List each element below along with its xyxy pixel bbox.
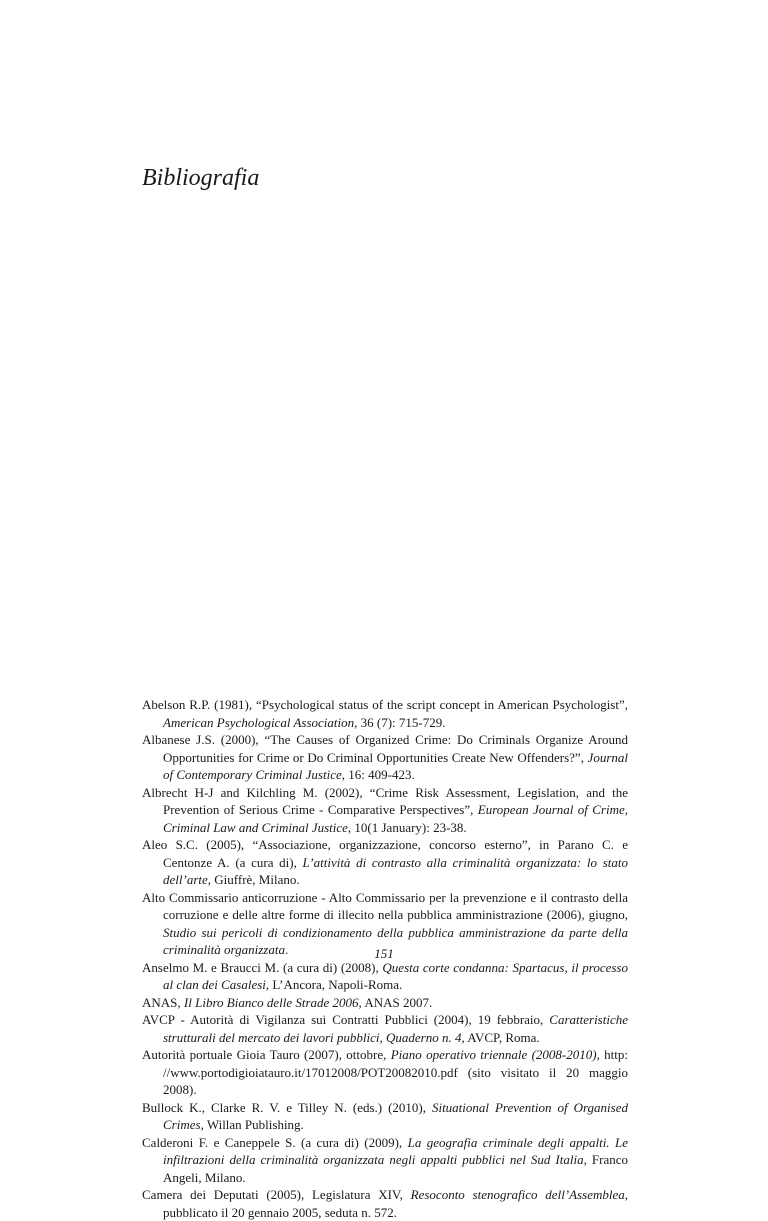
entry-text: Anselmo M. e Braucci M. (a cura di) (2008),: [142, 959, 383, 975]
entry-text: .: [284, 942, 289, 957]
entry-italic-title: Piano operativo triennale (2008-2010): [390, 1047, 597, 1062]
chapter-title: Bibliografia: [142, 165, 260, 191]
entry-text: Albrecht H-J and Kilchling M. (2002), “Crime Risk Assessment, Legislation, and the Prevention of Serious Crime - Comparative Perspectives”,: [142, 784, 628, 817]
entry-italic-title: La geografia criminale degli appalti. Le infiltrazioni della criminalità organizzata negli appalti pubblici nel Sud Italia,: [163, 1134, 628, 1167]
bibliography-entry: [142, 1046, 628, 1099]
bibliography-entry: [142, 696, 628, 731]
entry-text: , 36 (7): 715-729.: [354, 714, 446, 730]
entry-text: 10(1 January): 23-38.: [351, 819, 467, 835]
bibliography-entry: [142, 1134, 628, 1187]
entry-text: Autorità portuale Gioia Tauro (2007), ottobre,: [142, 1047, 391, 1062]
entry-italic-title: Studio sui pericoli di condizionamento della pubblica amministrazione da parte della criminalità organizzata: [163, 924, 628, 957]
bibliography-entry: [142, 1011, 628, 1046]
entry-text: AVCP, Roma.: [464, 1029, 540, 1045]
page-number: 151: [374, 946, 394, 961]
entry-text: Camera dei Deputati (2005), Legislatura XIV,: [142, 1187, 411, 1202]
entry-text: , 16: 409-423.: [341, 767, 415, 782]
bibliography-entry: [142, 1099, 628, 1134]
entry-text: L’Ancora, Napoli-Roma.: [269, 977, 403, 992]
bibliography-entry: [142, 784, 628, 837]
entry-italic-title: Resoconto stenografico dell’Assemblea: [410, 1187, 625, 1202]
entry-text: Calderoni F. e Caneppele S. (a cura di) (2009),: [142, 1134, 408, 1150]
entry-text: , Willan Publishing.: [200, 1117, 304, 1132]
entry-text: , Giuffrè, Milano.: [207, 872, 300, 887]
entry-italic-title: Il Libro Bianco delle Strade 2006: [183, 994, 359, 1010]
entry-italic-title: Questa corte condanna: Spartacus, il processo al clan dei Casalesi,: [163, 959, 628, 992]
entry-italic-title: Situational Prevention of Organised Crimes: [163, 1099, 628, 1132]
entry-italic-title: Journal of Contemporary Criminal Justice: [163, 749, 628, 782]
bibliography-entry: [142, 994, 628, 1012]
entry-text: Alto Commissario anticorruzione - Alto Commissario per la prevenzione e il contrasto della corruzione e delle altre forme di illecito nella pubblica amministrazione (2006), giugno,: [142, 889, 628, 922]
entry-text: Aleo S.C. (2005), “Associazione, organizzazione, concorso esterno”, in Parano C. e Centonze A. (a cura di),: [142, 837, 628, 870]
entry-text: Abelson R.P. (1981), “Psychological status of the script concept in American Psychologist”,: [142, 697, 628, 712]
bibliography-entry: [142, 836, 628, 889]
bibliography-entry: [142, 731, 628, 784]
bibliography-entry: [142, 959, 628, 994]
entry-text: AVCP - Autorità di Vigilanza sui Contratti Pubblici (2004), 19 febbraio,: [142, 1012, 550, 1027]
entry-text: , ANAS 2007.: [358, 994, 433, 1010]
entry-text: Bullock K., Clarke R. V. e Tilley N. (eds.) (2010),: [142, 1099, 432, 1115]
entry-italic-title: European Journal of Crime, Criminal Law and Criminal Justice,: [163, 802, 629, 835]
entry-italic-title: American Psychological Association: [163, 714, 355, 730]
entry-italic-title: L’attività di contrasto alla criminalità organizzata: lo stato dell’arte: [163, 854, 628, 887]
bibliography-entry: [142, 1186, 628, 1221]
entry-text: , http: //www.portodigioiatauro.it/17012008/POT20082010.pdf (sito visitato il 20 maggio 2008).: [163, 1047, 628, 1097]
entry-text: ANAS,: [142, 994, 184, 1010]
entry-italic-title: Caratteristiche strutturali del mercato dei lavori pubblici, Quaderno n. 4,: [163, 1012, 628, 1045]
entry-text: Albanese J.S. (2000), “The Causes of Organized Crime: Do Criminals Organize Around Opportunities for Crime or Do Criminal Opportunities Create New Offenders?”,: [142, 732, 628, 765]
entry-text: , pubblicato il 20 gennaio 2005, seduta n. 572.: [163, 1187, 628, 1220]
entry-text: Franco Angeli, Milano.: [163, 1152, 628, 1185]
